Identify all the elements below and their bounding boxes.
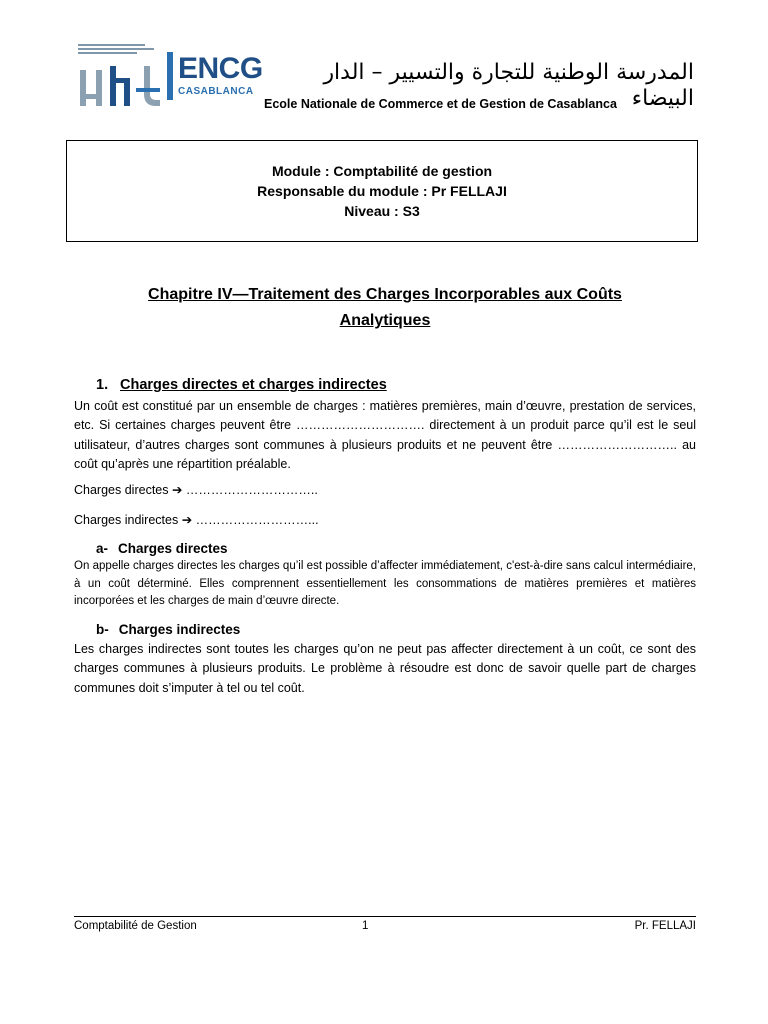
charges-indirectes-line: Charges indirectes ➔ ………………………... bbox=[74, 513, 319, 527]
footer-right: Pr. FELLAJI bbox=[634, 920, 696, 932]
subsection-b-heading bbox=[96, 622, 240, 638]
page-header bbox=[74, 44, 696, 120]
section-1-paragraph: Un coût est constitué par un ensemble de charges : matières premières, main d’œuvre, prestation de services, etc. Si certaines charges peuvent être …………………………. directement à un produit parce qu’il est le seul utilisateur, d’autres charges sont communes à plusieurs produits et ne peuvent être ……………………….. au coût qu’après une répartition préalable. bbox=[74, 399, 696, 471]
module-name: Module : Comptabilité de gestion bbox=[271, 163, 493, 179]
footer-divider bbox=[74, 916, 696, 917]
module-info-box bbox=[66, 140, 698, 242]
subsection-a-title: Charges directes bbox=[118, 541, 228, 556]
subsection-a-heading bbox=[96, 541, 228, 557]
module-responsable: Responsable du module : Pr FELLAJI bbox=[257, 183, 507, 199]
footer-page-number: 1 bbox=[362, 920, 369, 932]
subsection-b-paragraph: Les charges indirectes sont toutes les charges qu’on ne peut pas affecter directement à un coût, ce sont des charges communes à plusieurs produits. Le problème à résoudre est donc de savoir quelle part de charges communes doit s’imputer à tel ou tel coût. bbox=[74, 642, 696, 695]
subsection-b-label: b- bbox=[96, 622, 109, 637]
school-name-arabic: المدرسة الوطنية للتجارة والتسيير – الدار البيضاء bbox=[323, 60, 694, 111]
logo-city: CASABLANCA bbox=[178, 86, 254, 97]
section-1-number: 1. bbox=[96, 377, 109, 393]
chapter-title-line1: Chapitre IV—Traitement des Charges Incorporables aux Coûts bbox=[148, 286, 622, 303]
section-1-title: Charges directes et charges indirectes bbox=[120, 377, 387, 393]
chapter-title bbox=[74, 282, 696, 334]
logo-divider bbox=[167, 52, 173, 100]
logo-text: ENCG bbox=[178, 52, 263, 85]
module-niveau: Niveau : S3 bbox=[344, 203, 420, 219]
chapter-title-line2: Analytiques bbox=[339, 312, 431, 329]
subsection-b-title: Charges indirectes bbox=[118, 622, 241, 637]
school-name-french: Ecole Nationale de Commerce et de Gestion de Casablanca bbox=[264, 97, 617, 111]
subsection-a-label: a- bbox=[96, 541, 109, 556]
subsection-a-paragraph: On appelle charges directes les charges qu’il est possible d’affecter immédiatement, c'est-à-dire sans calcul intermédiaire, à un coût déterminé. Elles comprennent essentiellement les consommations de matières premières et matières incorporées et les charges de main d’œuvre directe. bbox=[74, 560, 696, 607]
charges-directes-line: Charges directes ➔ ………………………….. bbox=[74, 483, 318, 497]
footer-left: Comptabilité de Gestion bbox=[74, 920, 197, 932]
school-logo-icon bbox=[78, 48, 162, 112]
